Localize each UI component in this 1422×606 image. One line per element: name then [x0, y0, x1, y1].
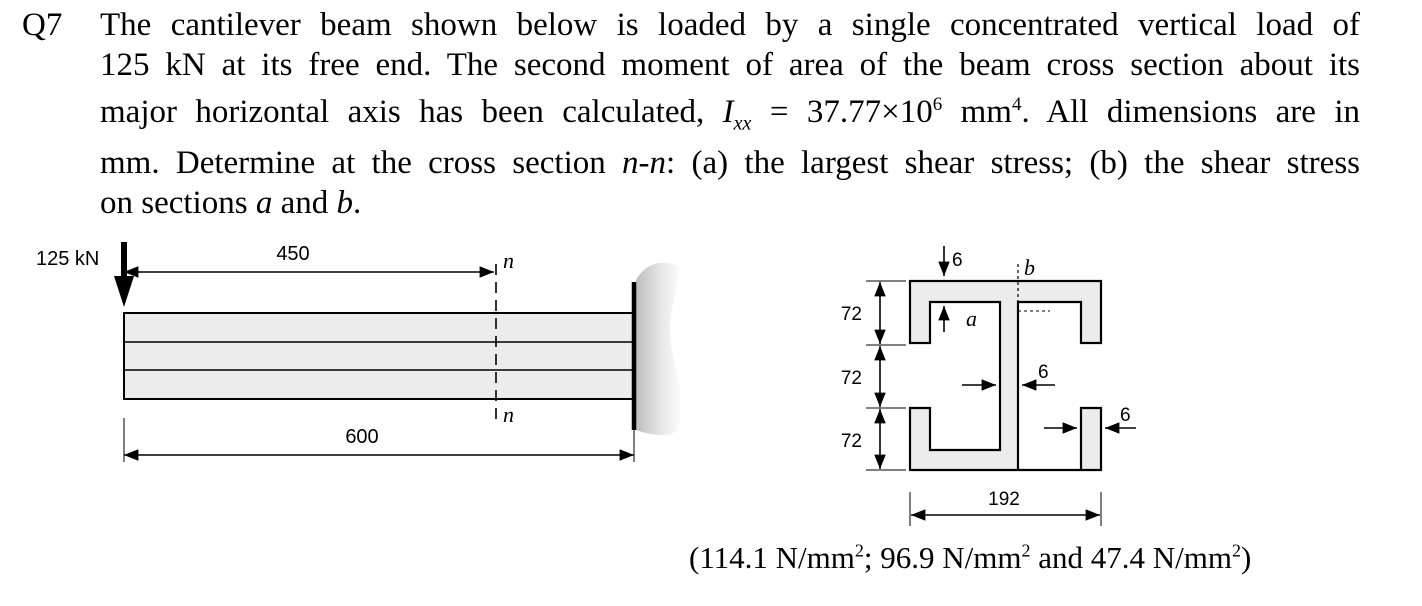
- beam-body: [124, 313, 634, 399]
- dim-72-3-label: 72: [840, 431, 862, 452]
- section-n-bottom-label: n: [503, 402, 514, 427]
- dim-72-2-label: 72: [840, 368, 862, 389]
- question-line-5: on sections a and b.: [100, 184, 362, 221]
- dim-72-1-label: 72: [840, 304, 862, 325]
- load-arrow-head: [114, 276, 134, 307]
- dim-600-label: 600: [345, 426, 379, 448]
- cross-section-shape: [910, 281, 1101, 470]
- cantilever-beam: [124, 313, 634, 399]
- load-arrow: [114, 242, 134, 307]
- dim-6-lip-label: 6: [1120, 405, 1131, 426]
- question-number: Q7: [22, 7, 63, 43]
- question-line-4: mm. Determine at the cross section n-n: (a) the largest shear stress; (b) the shear stress: [100, 145, 1360, 182]
- fixed-support: [634, 263, 683, 435]
- load-label: 125 kN: [36, 248, 100, 270]
- label-b: b: [1024, 255, 1035, 280]
- dim-6-web-label: 6: [1038, 362, 1049, 383]
- question-line-1: The cantilever beam shown below is loaded by a single concentrated vertical load of: [100, 7, 1360, 43]
- dim-192-label: 192: [988, 489, 1020, 510]
- section-n-top-label: n: [503, 248, 514, 273]
- dim-6-top-label: 6: [952, 250, 963, 271]
- question-line-3: major horizontal axis has been calculated, $I_{xx} = 37.77\times 10^6$ $mm^4$. All dimensions are in: [100, 94, 1360, 135]
- label-a: a: [966, 306, 977, 331]
- question-line-2: 125 kN at its free end. The second moment of area of the beam cross section about its: [100, 46, 1360, 83]
- wall-hatch: [636, 263, 683, 435]
- dim-450-label: 450: [276, 243, 310, 265]
- answer-text: (114.1 $N/mm^2$; 96.9 $N/mm^2$ and 47.4 $N/mm^2$): [689, 540, 1252, 575]
- ixx-symbol: I: [722, 94, 734, 130]
